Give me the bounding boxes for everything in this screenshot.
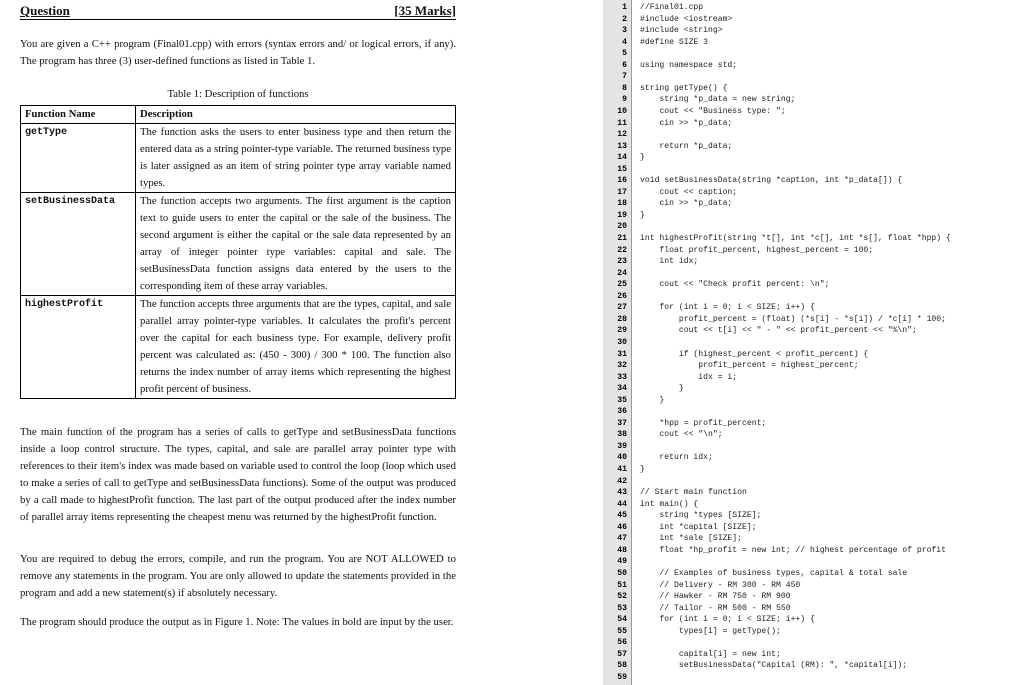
line-number: 43 <box>617 488 627 498</box>
code-line <box>603 510 1024 522</box>
code-line <box>603 210 1024 222</box>
code-line <box>603 302 1024 314</box>
code-text: profit_percent = highest_percent; <box>640 361 859 371</box>
code-text: } <box>640 384 684 394</box>
code-line <box>603 522 1024 534</box>
line-number: 17 <box>617 187 627 197</box>
line-number: 4 <box>622 37 627 47</box>
code-line <box>603 60 1024 72</box>
code-text: for (int i = 0; i < SIZE; i++) { <box>640 303 815 313</box>
code-line <box>603 568 1024 580</box>
code-text: idx = i; <box>640 372 738 382</box>
code-line <box>603 83 1024 95</box>
line-number: 51 <box>617 580 627 590</box>
code-listing <box>603 0 1024 685</box>
line-number: 9 <box>622 95 627 105</box>
functions-table <box>20 105 456 399</box>
code-line <box>603 198 1024 210</box>
code-text: #define SIZE 3 <box>640 37 708 47</box>
code-line <box>603 325 1024 337</box>
code-text: int main() { <box>640 499 699 509</box>
code-text: for (int i = 0; i < SIZE; i++) { <box>640 615 815 625</box>
code-line <box>603 349 1024 361</box>
line-number: 3 <box>622 26 627 36</box>
code-text: // Delivery - RM 300 - RM 450 <box>640 580 801 590</box>
line-number: 39 <box>617 441 627 451</box>
function-name: getType <box>21 124 136 193</box>
function-description: The function accepts three arguments that are the types, capital, and sale parallel array pointer-type variables. It calculates the profit's percent over the capital for each business type. For example, delivery profit percent was calculated as: (450 - 300) / 300 * 100. The function also returns the index number of array items which representing the highest profit percent of business. <box>136 296 456 399</box>
code-text: cout << caption; <box>640 187 738 197</box>
line-number: 48 <box>617 545 627 555</box>
code-text: cout << "\n"; <box>640 430 723 440</box>
code-line <box>603 441 1024 453</box>
code-line <box>603 314 1024 326</box>
line-number: 20 <box>617 222 627 232</box>
code-text: int *sale [SIZE]; <box>640 534 742 544</box>
line-number: 16 <box>617 176 627 186</box>
code-text: return *p_data; <box>640 141 733 151</box>
code-line <box>603 268 1024 280</box>
code-line <box>603 129 1024 141</box>
line-number: 50 <box>617 568 627 578</box>
code-line <box>603 533 1024 545</box>
code-line <box>603 245 1024 257</box>
line-number: 47 <box>617 534 627 544</box>
code-line <box>603 164 1024 176</box>
code-line <box>603 418 1024 430</box>
code-line <box>603 672 1024 684</box>
question-title: Question <box>20 3 70 18</box>
code-line <box>603 660 1024 672</box>
line-number: 2 <box>622 14 627 24</box>
line-number: 41 <box>617 465 627 474</box>
code-text: capital[i] = new int; <box>640 649 781 659</box>
code-line <box>603 152 1024 164</box>
code-text: string *types [SIZE]; <box>640 511 762 521</box>
code-text: float profit_percent, highest_percent = 100; <box>640 245 874 255</box>
function-description: The function asks the users to enter business type and then return the entered data as a string pointer-type variable. The returned business type is later assigned as an item of string pointer type array variable named types. <box>136 124 456 193</box>
code-text: // Start main function <box>640 488 747 498</box>
code-line <box>603 372 1024 384</box>
line-number: 53 <box>617 603 627 613</box>
line-number: 7 <box>622 72 627 82</box>
code-line <box>603 499 1024 511</box>
line-number: 27 <box>617 303 627 313</box>
code-text: return idx; <box>640 453 713 463</box>
code-line <box>603 118 1024 130</box>
line-number: 22 <box>617 245 627 255</box>
code-line <box>603 464 1024 476</box>
line-number: 35 <box>617 395 627 405</box>
code-line <box>603 2 1024 14</box>
line-number: 8 <box>622 83 627 93</box>
line-number: 25 <box>617 280 627 290</box>
code-line <box>603 175 1024 187</box>
line-number: 49 <box>617 557 627 567</box>
code-line <box>603 649 1024 661</box>
line-number: 52 <box>617 592 627 602</box>
code-text: int highestProfit(string *t[], int *c[], int *s[], float *hpp) { <box>640 234 951 243</box>
code-line <box>603 429 1024 441</box>
line-number: 34 <box>617 384 627 394</box>
line-number: 6 <box>622 60 627 70</box>
code-text: string *p_data = new string; <box>640 95 796 105</box>
line-number: 58 <box>617 661 627 671</box>
line-number: 40 <box>617 453 627 463</box>
line-number: 45 <box>617 511 627 521</box>
function-name: setBusinessData <box>21 193 136 296</box>
code-line <box>603 279 1024 291</box>
code-text: cin >> *p_data; <box>640 118 733 128</box>
code-line <box>603 580 1024 592</box>
line-number: 14 <box>617 153 627 163</box>
line-number: 26 <box>617 291 627 301</box>
code-line <box>603 48 1024 60</box>
code-text: cout << "Check profit percent: \n"; <box>640 280 830 290</box>
code-text: //Final01.cpp <box>640 3 704 12</box>
expected-output-paragraph: The program should produce the output as in Figure 1. Note: The values in bold are input by the user. <box>20 616 454 628</box>
line-number: 15 <box>617 164 627 174</box>
intro-paragraph: You are given a C++ program (Final01.cpp) with errors (syntax errors and/ or logical errors, if any). The program has three (3) user-defined functions as listed in Table 1. <box>20 38 456 67</box>
code-text: } <box>640 210 645 220</box>
code-text: #include <string> <box>640 26 723 36</box>
table-header-description: Description <box>136 106 456 124</box>
question-panel <box>20 0 456 685</box>
code-text: string getType() { <box>640 83 728 93</box>
question-marks: [35 Marks] <box>394 3 456 18</box>
code-line <box>603 614 1024 626</box>
code-line <box>603 141 1024 153</box>
code-line <box>603 256 1024 268</box>
code-text: int idx; <box>640 257 699 267</box>
table-row <box>21 193 456 296</box>
code-line <box>603 545 1024 557</box>
line-number: 56 <box>617 638 627 648</box>
table-caption: Table 1: Description of functions <box>167 88 309 100</box>
code-line <box>603 603 1024 615</box>
question-header <box>20 2 456 20</box>
code-line <box>603 395 1024 407</box>
code-line <box>603 106 1024 118</box>
line-number: 18 <box>617 199 627 209</box>
code-line <box>603 187 1024 199</box>
code-text: float *hp_profit = new int; // highest percentage of profit <box>640 545 946 555</box>
line-number: 33 <box>617 372 627 382</box>
code-text: } <box>640 465 645 474</box>
code-text <box>640 672 659 684</box>
line-number: 32 <box>617 361 627 371</box>
code-text: using namespace std; <box>640 60 738 70</box>
code-line <box>603 591 1024 603</box>
code-line <box>603 360 1024 372</box>
line-number: 37 <box>617 418 627 428</box>
function-name: highestProfit <box>21 296 136 399</box>
code-text: profit_percent = (float) (*s[i] - *s[i]) / *c[i] * 100; <box>640 314 946 324</box>
code-text: cout << t[i] << " - " << profit_percent << "%\n"; <box>640 326 917 336</box>
line-number: 11 <box>617 118 627 128</box>
line-number: 31 <box>617 349 627 359</box>
table-header-row <box>21 106 456 124</box>
line-number: 57 <box>617 649 627 659</box>
code-text: void setBusinessData(string *caption, int *p_data[]) { <box>640 176 903 186</box>
code-line <box>603 476 1024 488</box>
line-number: 21 <box>617 234 627 243</box>
table-header-function-name: Function Name <box>21 106 136 124</box>
table-row <box>21 296 456 399</box>
code-line <box>603 637 1024 649</box>
code-line <box>603 406 1024 418</box>
line-number: 1 <box>622 3 627 12</box>
function-description: The function accepts two arguments. The first argument is the caption text to guide users to enter the capital or the sale of the business. The second argument is either the capital or the sale data represented by an array of integer pointer type variables: capital and sale. The setBusinessData function assigns data entered by the users to the corresponding item of these array variables. <box>136 193 456 296</box>
line-number: 46 <box>617 522 627 532</box>
line-number: 54 <box>617 615 627 625</box>
code-text: cin >> *p_data; <box>640 199 733 209</box>
line-number: 13 <box>617 141 627 151</box>
code-text: } <box>640 153 645 163</box>
code-text: } <box>640 395 665 405</box>
code-line <box>603 383 1024 395</box>
main-function-paragraph: The main function of the program has a series of calls to getType and setBusinessData functions inside a loop control structure. The types, capital, and sale are parallel array pointer type with references to their item's index was made based on variable used to control the loop (loop which used to make a series of call to getType and setBusinessData functions). Some of the output was produced by a call made to highestProfit function. The last part of the output produced after the index number of parallel array items representing the cheapest menu was returned by the highestProfit function. <box>20 426 456 523</box>
code-text: types[i] = getType(); <box>640 626 781 636</box>
line-number: 55 <box>617 626 627 636</box>
line-number: 10 <box>617 106 627 116</box>
table-row <box>21 124 456 193</box>
code-text: // Examples of business types, capital & total sale <box>640 568 908 578</box>
line-number: 5 <box>622 49 627 59</box>
code-text: if (highest_percent < profit_percent) { <box>640 349 869 359</box>
code-text: int *capital [SIZE]; <box>640 522 757 532</box>
code-line <box>603 25 1024 37</box>
code-text: *hpp = profit_percent; <box>640 418 767 428</box>
line-number: 19 <box>617 210 627 220</box>
code-line <box>603 221 1024 233</box>
code-line <box>603 626 1024 638</box>
line-number: 59 <box>617 672 627 682</box>
code-line <box>603 233 1024 245</box>
code-line <box>603 337 1024 349</box>
code-text: // Tailor - RM 500 - RM 550 <box>640 603 791 613</box>
code-line <box>603 291 1024 303</box>
code-line <box>603 556 1024 568</box>
code-text: // Hawker - RM 750 - RM 900 <box>640 592 791 602</box>
line-number: 28 <box>617 314 627 324</box>
code-line <box>603 71 1024 83</box>
line-number: 44 <box>617 499 627 509</box>
line-number: 38 <box>617 430 627 440</box>
line-number: 12 <box>617 130 627 140</box>
code-line <box>603 94 1024 106</box>
code-line <box>603 14 1024 26</box>
code-line <box>603 37 1024 49</box>
code-text: setBusinessData("Capital (RM): ", *capital[i]); <box>640 661 908 671</box>
code-text: #include <iostream> <box>640 14 733 24</box>
code-line <box>603 452 1024 464</box>
debug-instructions-paragraph: You are required to debug the errors, compile, and run the program. You are NOT ALLOWED to remove any statements in the program. You are only allowed to update the statements provided in the program and add a new statement(s) if absolutely necessary. <box>20 553 456 599</box>
code-line <box>603 487 1024 499</box>
line-number: 42 <box>617 476 627 486</box>
line-number: 30 <box>617 337 627 347</box>
line-number: 23 <box>617 257 627 267</box>
code-text: cout << "Business type: "; <box>640 106 786 116</box>
line-number: 36 <box>617 407 627 417</box>
line-number: 29 <box>617 326 627 336</box>
line-number: 24 <box>617 268 627 278</box>
